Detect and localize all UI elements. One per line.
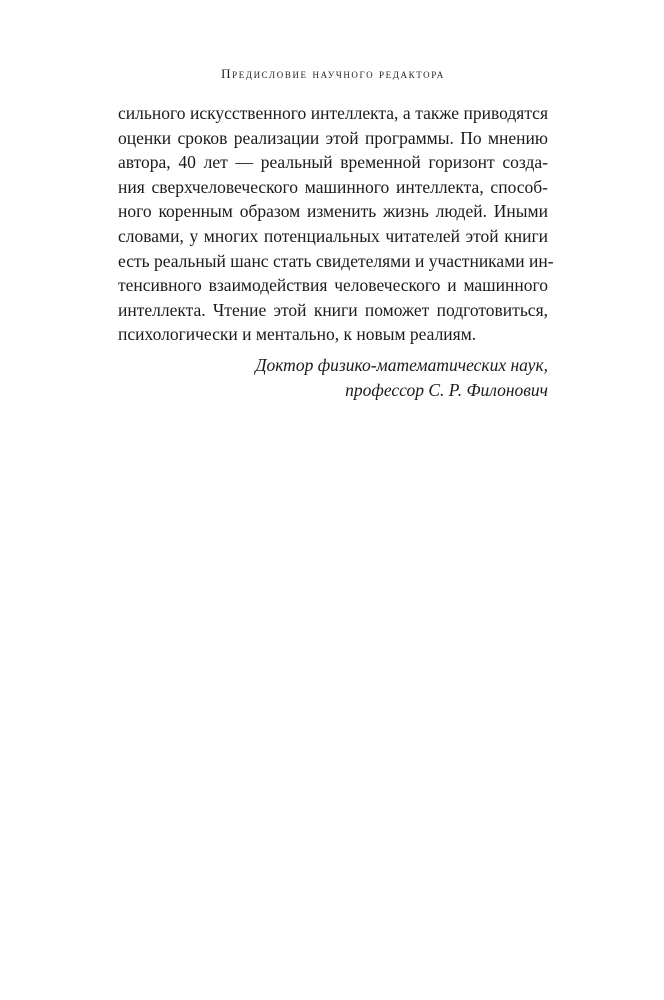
paragraph-line: автора, 40 лет — реальный временной горизонт созда- xyxy=(118,152,548,173)
running-head: Предисловие научного редактора xyxy=(221,66,445,81)
paragraph-line: оценки сроков реализации этой программы. По мнению xyxy=(118,127,548,148)
paragraph-line: есть реальный шанс стать свидетелями и участниками ин- xyxy=(118,250,554,271)
paragraph-line: ния сверхчеловеческого машинного интеллекта, способ- xyxy=(118,176,548,197)
signature-block xyxy=(118,353,548,402)
body-paragraph xyxy=(118,101,554,347)
paragraph-line: тенсивного взаимодействия человеческого и машинного xyxy=(118,275,548,296)
paragraph-line: психологически и ментально, к новым реалиям. xyxy=(118,324,477,345)
paragraph-line: словами, у многих потенциальных читателей этой книги xyxy=(118,225,548,246)
signature-credentials: Доктор физико-математических наук, xyxy=(255,355,548,375)
signature-name: профессор С. Р. Филонович xyxy=(345,379,548,400)
paragraph-line: интеллекта. Чтение этой книги поможет подготовиться, xyxy=(118,299,548,320)
paragraph-line: сильного искусственного интеллекта, а также приводятся xyxy=(118,103,548,123)
paragraph-line: ного коренным образом изменить жизнь людей. Иными xyxy=(118,201,548,222)
